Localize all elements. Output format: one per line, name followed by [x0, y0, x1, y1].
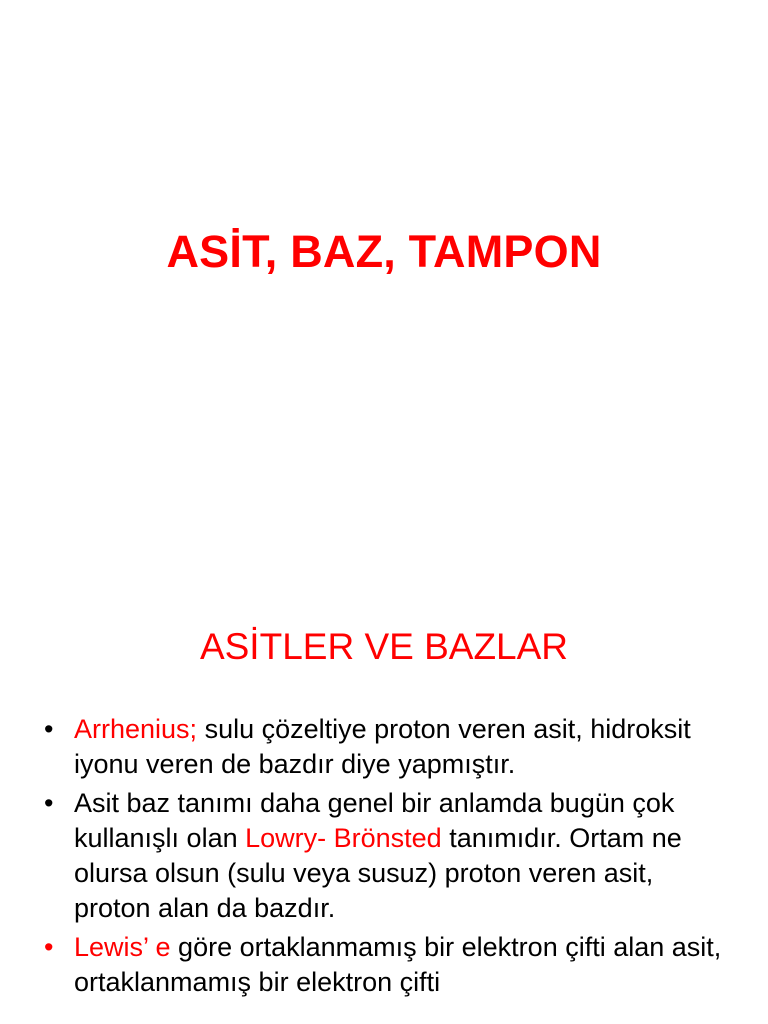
term-lewis: Lewis’ e [74, 932, 171, 962]
slide-2-title: ASİTLER VE BAZLAR [199, 626, 569, 667]
bullet-lowry-bronsted [44, 786, 734, 926]
bullet-lewis [44, 930, 734, 1000]
bullet-marker: • [44, 788, 54, 818]
slide-1-title: ASİT, BAZ, TAMPON [166, 226, 602, 277]
term-lowry-bronsted: Lowry- Brönsted [245, 823, 442, 853]
bullet-text: sulu çözeltiye proton veren asit, hidroksit iyonu veren de bazdır diye yapmıştır. [74, 714, 691, 779]
bullet-marker: • [44, 932, 54, 962]
bullet-list [44, 712, 734, 1004]
bullet-text: tanımıdır. Ortam ne olursa olsun (sulu veya susuz) proton veren asit, proton alan da bazdır. [74, 823, 682, 923]
slide-2 [0, 512, 768, 1024]
bullet-text: göre ortaklanmamış bir elektron çifti alan asit, ortaklanmamış bir elektron çifti [74, 932, 722, 997]
bullet-marker: • [44, 714, 54, 744]
bullet-arrhenius [44, 712, 734, 782]
bullet-text: Asit baz tanımı daha genel bir anlamda bugün çok kullanışlı olan [74, 788, 675, 853]
term-arrhenius: Arrhenius; [74, 714, 198, 744]
